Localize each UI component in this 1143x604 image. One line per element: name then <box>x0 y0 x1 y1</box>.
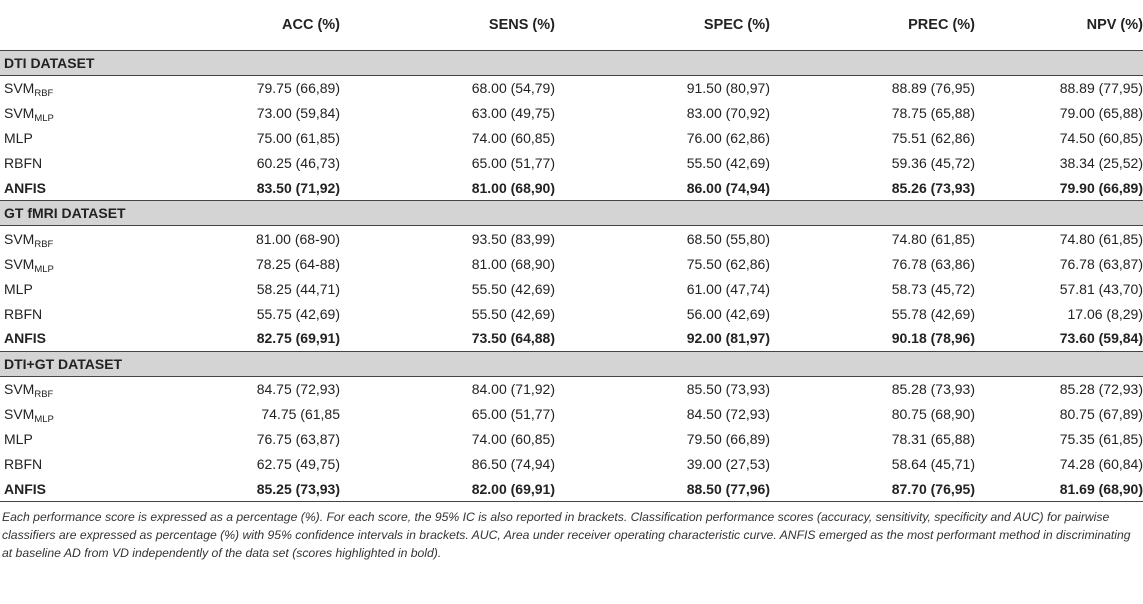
value-cell: 84.00 (71,92) <box>471 381 555 398</box>
value-cell: 85.28 (72,93) <box>1059 381 1143 398</box>
method-subscript: RBF <box>34 238 54 250</box>
method-cell <box>0 276 170 301</box>
method-cell <box>0 476 170 501</box>
value-cell: 73.60 (59,84) <box>1059 330 1143 347</box>
value-cell: 76.78 (63,86) <box>891 255 975 272</box>
value-cell: 88.50 (77,96) <box>555 476 770 501</box>
method-cell <box>0 376 170 401</box>
header-spec: SPEC (%) <box>555 0 770 51</box>
method-name: SVM <box>4 381 35 398</box>
value-cell: 68.00 (54,79) <box>471 80 555 97</box>
value-cell: 79.50 (66,89) <box>686 431 770 448</box>
method-name: ANFIS <box>4 480 46 497</box>
method-subscript: MLP <box>34 113 54 125</box>
method-cell <box>0 452 170 477</box>
method-cell <box>0 427 170 452</box>
value-cell: 84.50 (72,93) <box>686 406 770 423</box>
value-cell: 82.00 (69,91) <box>340 476 555 501</box>
value-cell: 79.75 (66,89) <box>256 80 340 97</box>
value-cell: 86.00 (74,94) <box>686 180 770 196</box>
value-cell: 76.00 (62,86) <box>686 130 770 147</box>
table-row <box>0 76 1143 101</box>
method-name: MLP <box>4 280 33 297</box>
value-cell: 65.00 (51,77) <box>471 155 555 172</box>
value-cell: 75.51 (62,86) <box>891 130 975 147</box>
value-cell: 65.00 (51,77) <box>471 406 555 423</box>
header-prec: PREC (%) <box>770 0 975 51</box>
method-name: RBFN <box>4 155 43 172</box>
value-cell: 74.75 (61,85 <box>261 406 340 423</box>
value-cell: 81.69 (68,90) <box>975 476 1143 501</box>
value-cell: 90.18 (78,96) <box>891 330 975 347</box>
header-row <box>0 0 1143 51</box>
value-cell: 75.50 (62,86) <box>686 255 770 272</box>
method-cell <box>0 251 170 276</box>
method-cell <box>0 126 170 151</box>
header-acc: ACC (%) <box>170 0 340 51</box>
value-cell: 74.50 (60,85) <box>1059 130 1143 147</box>
table-row <box>0 427 1143 452</box>
value-cell: 88.89 (77,95) <box>1059 80 1143 97</box>
method-subscript: RBF <box>34 88 54 100</box>
value-cell: 59.36 (45,72) <box>891 155 975 172</box>
value-cell: 57.81 (43,70) <box>1059 280 1143 297</box>
table-row <box>0 376 1143 401</box>
value-cell: 92.00 (81,97) <box>686 330 770 347</box>
header-npv: NPV (%) <box>975 0 1143 51</box>
method-name: SVM <box>4 80 35 97</box>
value-cell: 81.00 (68,90) <box>471 180 555 196</box>
value-cell: 38.34 (25,52) <box>1059 155 1143 172</box>
table-row <box>0 151 1143 176</box>
method-cell <box>0 326 170 351</box>
value-cell: 80.75 (67,89) <box>1059 406 1143 423</box>
section-header-row <box>0 51 1143 76</box>
method-name: SVM <box>4 406 35 423</box>
section-title: DTI+GT DATASET <box>0 351 1143 376</box>
method-cell <box>0 76 170 101</box>
value-cell: 74.80 (61,85) <box>1059 230 1143 247</box>
value-cell: 63.00 (49,75) <box>471 105 555 122</box>
section-title: GT fMRI DATASET <box>0 201 1143 226</box>
value-cell: 81.00 (68-90) <box>255 230 340 247</box>
section-header-row <box>0 201 1143 226</box>
value-cell: 85.28 (73,93) <box>891 381 975 398</box>
method-subscript: RBF <box>34 389 54 401</box>
method-cell <box>0 101 170 126</box>
table-row <box>0 251 1143 276</box>
value-cell: 55.50 (42,69) <box>686 155 770 172</box>
value-cell: 87.70 (76,95) <box>770 476 975 501</box>
method-name: SVM <box>4 230 35 247</box>
value-cell: 68.50 (55,80) <box>686 230 770 247</box>
section-title: DTI DATASET <box>0 51 1143 76</box>
value-cell: 81.00 (68,90) <box>471 255 555 272</box>
value-cell: 62.75 (49,75) <box>256 456 340 473</box>
table-row <box>0 402 1143 427</box>
value-cell: 74.00 (60,85) <box>471 431 555 448</box>
method-subscript: MLP <box>34 414 54 426</box>
value-cell: 61.00 (47,74) <box>686 280 770 297</box>
value-cell: 73.00 (59,84) <box>256 105 340 122</box>
table-row <box>0 452 1143 477</box>
value-cell: 79.90 (66,89) <box>1059 180 1143 196</box>
value-cell: 85.26 (73,93) <box>891 180 975 196</box>
value-cell: 86.50 (74,94) <box>471 456 555 473</box>
table-row <box>0 101 1143 126</box>
value-cell: 80.75 (68,90) <box>891 406 975 423</box>
value-cell: 58.64 (45,71) <box>891 456 975 473</box>
method-name: SVM <box>4 105 35 122</box>
value-cell: 76.78 (63,87) <box>1059 255 1143 272</box>
method-name: SVM <box>4 255 35 272</box>
table-footnote: Each performance score is expressed as a percentage (%). For each score, the 95% IC is also reported in brackets. Classification performance scores (accuracy, sensitivity, specificity and AUC) for pairwise classifiers are expressed as percentage (%) with 95% confidence intervals in brackets. AUC, Area under receiver operating characteristic curve. ANFIS emerged as the most performant method in discriminating at baseline AD from VD independently of the data set (scores highlighted in bold). <box>2 510 1131 561</box>
value-cell: 58.25 (44,71) <box>256 280 340 297</box>
value-cell: 79.00 (65,88) <box>1059 105 1143 122</box>
value-cell: 85.25 (73,93) <box>170 476 340 501</box>
value-cell: 74.28 (60,84) <box>1059 456 1143 473</box>
value-cell: 58.73 (45,72) <box>891 280 975 297</box>
section-header-row <box>0 351 1143 376</box>
method-name: MLP <box>4 130 33 147</box>
method-name: RBFN <box>4 305 43 322</box>
value-cell: 78.31 (65,88) <box>891 431 975 448</box>
value-cell: 93.50 (83,99) <box>471 230 555 247</box>
value-cell: 78.25 (64-88) <box>255 255 340 272</box>
value-cell: 75.35 (61,85) <box>1059 431 1143 448</box>
method-name: RBFN <box>4 456 43 473</box>
value-cell: 17.06 (8,29) <box>1067 305 1143 322</box>
table-row <box>0 126 1143 151</box>
value-cell: 83.00 (70,92) <box>686 105 770 122</box>
table-row <box>0 226 1143 251</box>
value-cell: 83.50 (71,92) <box>256 180 340 196</box>
table-body <box>0 51 1143 502</box>
value-cell: 55.50 (42,69) <box>471 280 555 297</box>
value-cell: 55.50 (42,69) <box>471 305 555 322</box>
table-row <box>0 176 1143 201</box>
method-cell <box>0 402 170 427</box>
value-cell: 78.75 (65,88) <box>891 105 975 122</box>
value-cell: 74.80 (61,85) <box>891 230 975 247</box>
method-name: ANFIS <box>4 330 46 347</box>
method-name: MLP <box>4 431 33 448</box>
value-cell: 56.00 (42,69) <box>686 305 770 322</box>
method-cell <box>0 176 170 201</box>
value-cell: 76.75 (63,87) <box>256 431 340 448</box>
value-cell: 73.50 (64,88) <box>471 330 555 347</box>
value-cell: 88.89 (76,95) <box>891 80 975 97</box>
table-row <box>0 276 1143 301</box>
header-empty <box>0 0 170 51</box>
method-cell <box>0 151 170 176</box>
value-cell: 39.00 (27,53) <box>686 456 770 473</box>
value-cell: 82.75 (69,91) <box>256 330 340 347</box>
method-cell <box>0 226 170 251</box>
table-header <box>0 0 1143 51</box>
method-cell <box>0 301 170 326</box>
method-name: ANFIS <box>4 180 46 196</box>
value-cell: 55.78 (42,69) <box>891 305 975 322</box>
table-row <box>0 326 1143 351</box>
value-cell: 55.75 (42,69) <box>256 305 340 322</box>
value-cell: 85.50 (73,93) <box>686 381 770 398</box>
value-cell: 74.00 (60,85) <box>471 130 555 147</box>
value-cell: 60.25 (46,73) <box>256 155 340 172</box>
header-sens: SENS (%) <box>340 0 555 51</box>
table-row <box>0 301 1143 326</box>
value-cell: 91.50 (80,97) <box>686 80 770 97</box>
value-cell: 75.00 (61,85) <box>256 130 340 147</box>
table-row <box>0 476 1143 501</box>
method-subscript: MLP <box>34 263 54 275</box>
value-cell: 84.75 (72,93) <box>256 381 340 398</box>
